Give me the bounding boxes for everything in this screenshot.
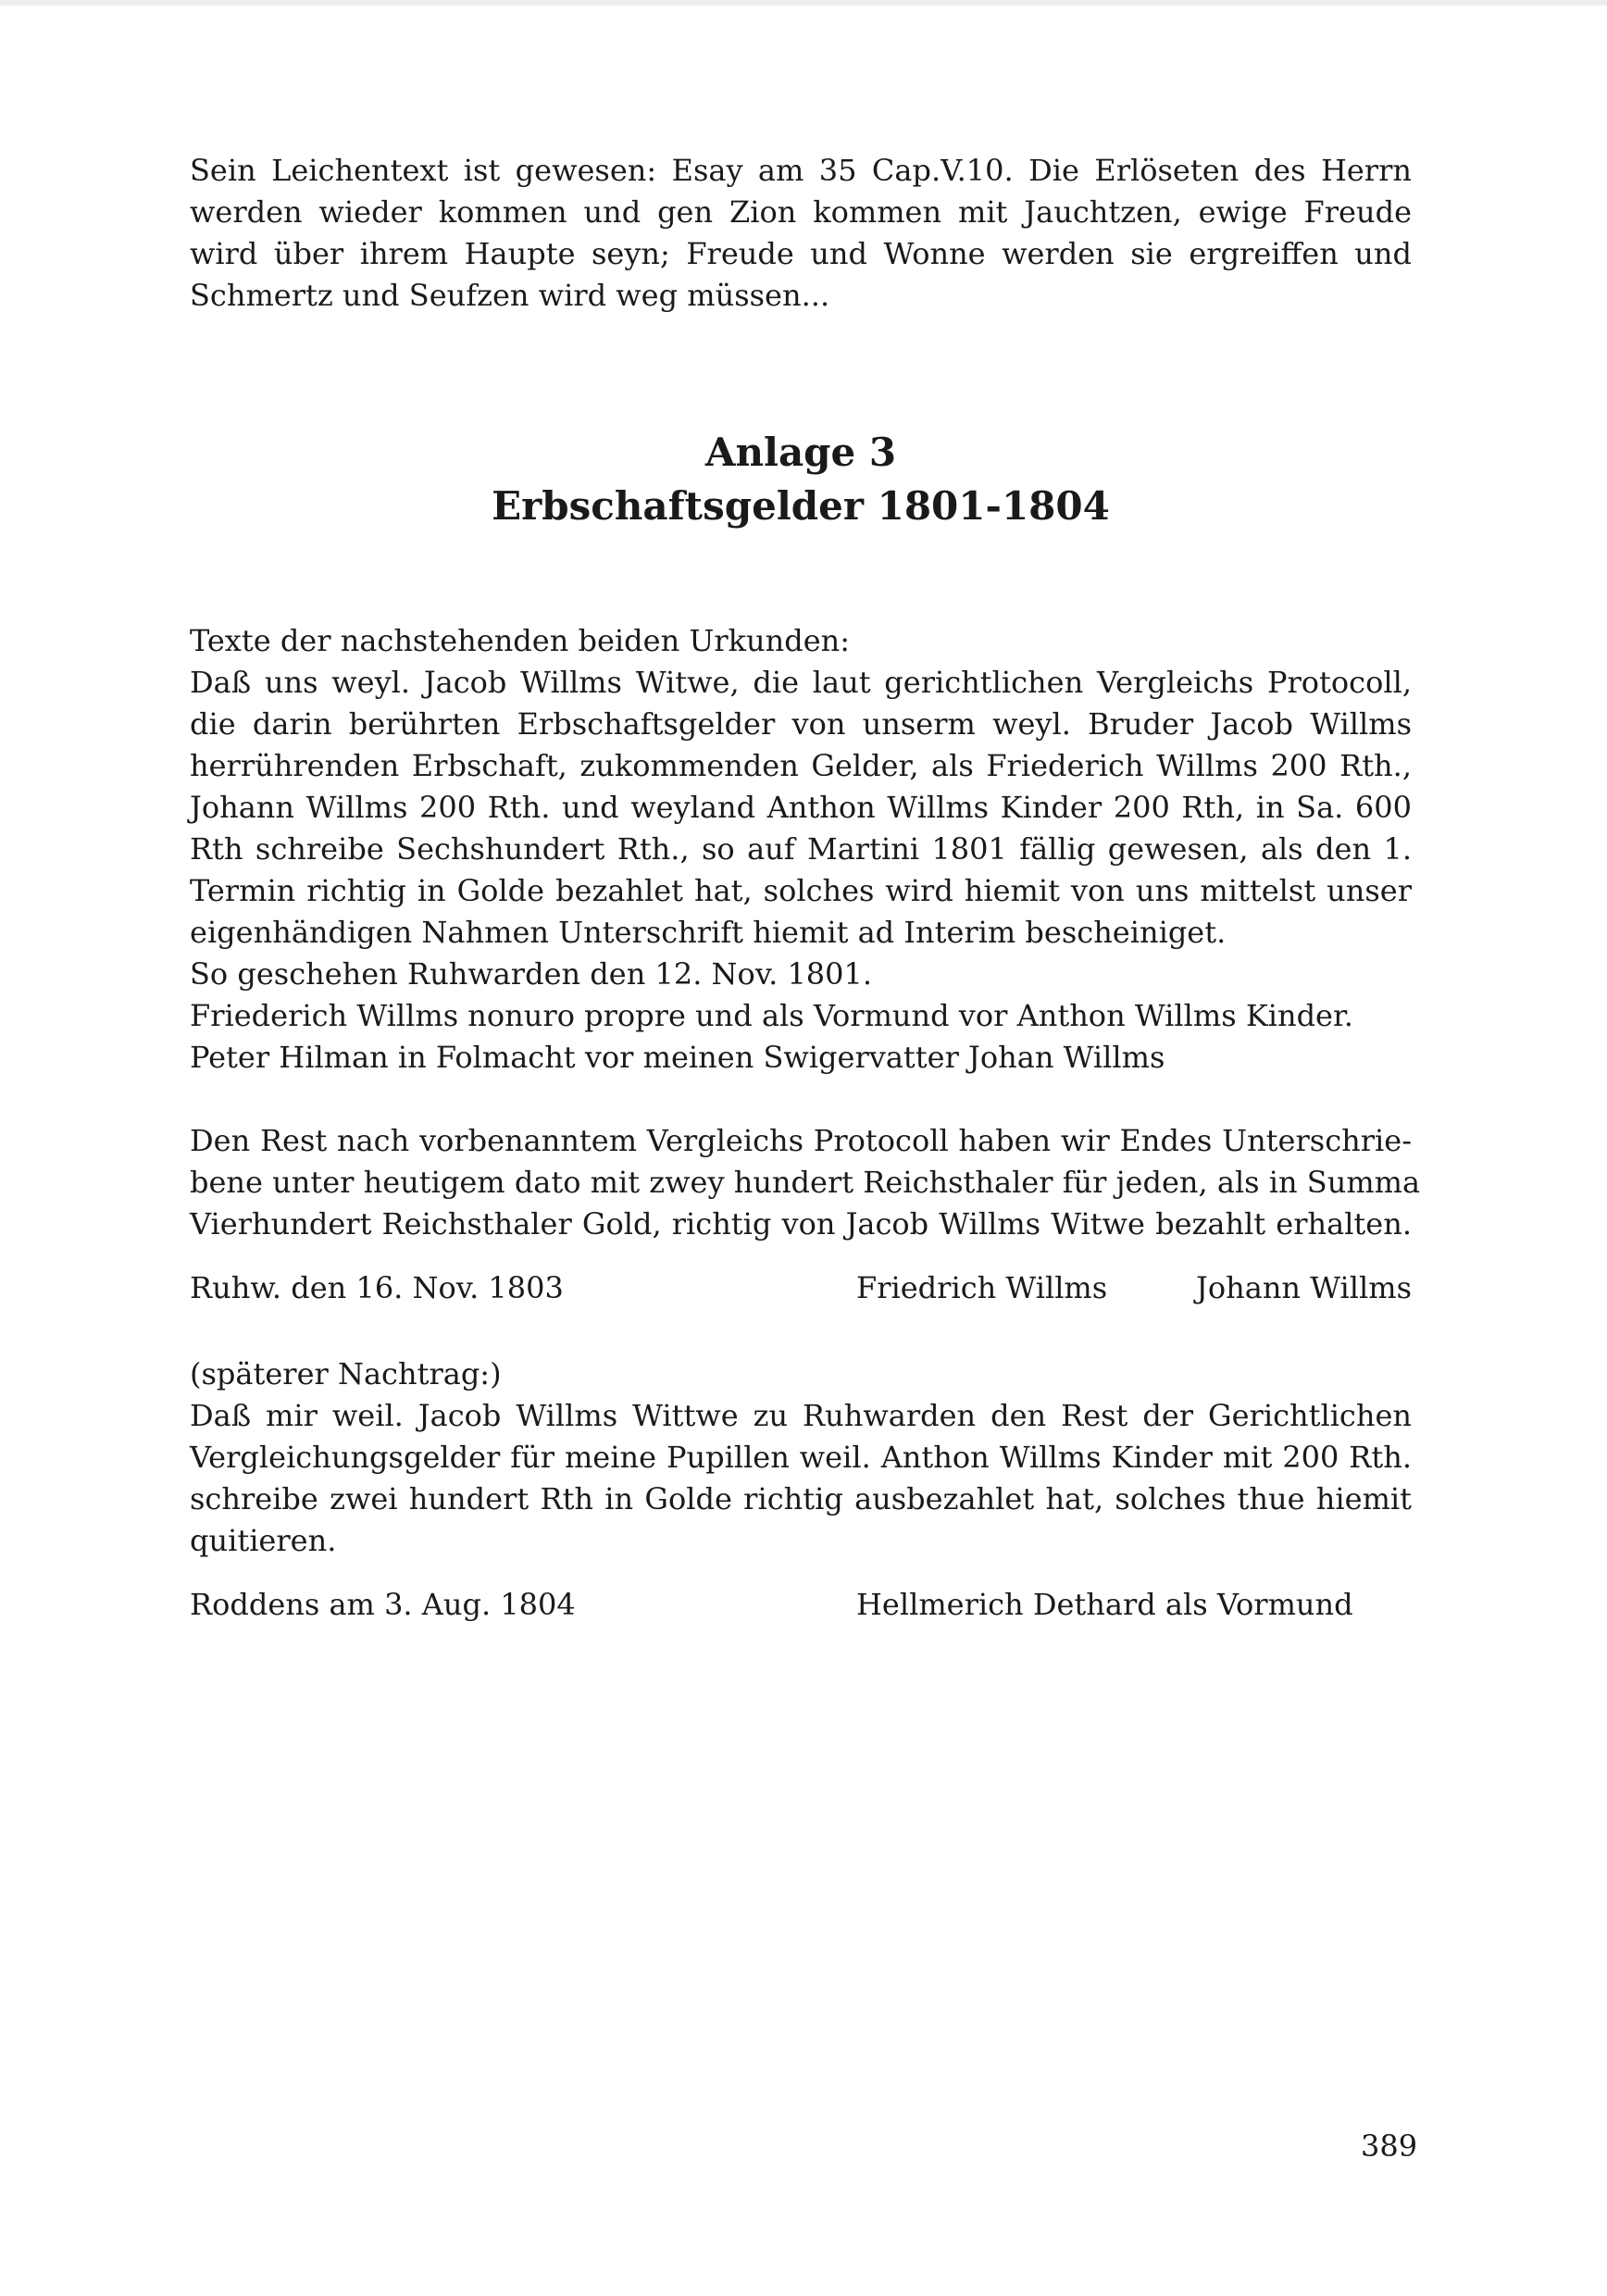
signature-name: Friedrich Willms <box>856 1270 1108 1305</box>
document-line: schreibe zwei hundert Rth in Golde richtig ausbezahlet hat, solches thue hiemit <box>190 1481 1412 1516</box>
document-two-paragraph <box>190 1120 1421 1245</box>
document-line: Johann Willms 200 Rth. und weyland Anthon Willms Kinder 200 Rth, in Sa. 600 <box>190 790 1412 825</box>
intro-line: Schmertz und Seufzen wird weg müssen... <box>190 278 830 313</box>
document-line: Den Rest nach vorbenanntem Vergleichs Protocoll haben wir Endes Unterschrie- <box>190 1123 1412 1158</box>
document-line: (späterer Nachtrag:) <box>190 1356 502 1391</box>
document-line: Termin richtig in Golde bezahlet hat, solches wird hiemit von uns mittelst unser <box>190 873 1412 908</box>
document-line: Vergleichungsgelder für meine Pupillen weil. Anthon Willms Kinder mit 200 Rth. <box>190 1440 1412 1475</box>
document-line: Rth schreibe Sechshundert Rth., so auf Martini 1801 fällig gewesen, als den 1. <box>190 831 1412 867</box>
signature-row-1803 <box>190 1267 1412 1309</box>
document-line: bene unter heutigem dato mit zwey hundert Reichsthaler für jeden, als in Summa <box>190 1165 1421 1200</box>
document-line: eigenhändigen Nahmen Unterschrift hiemit ad Interim bescheiniget. <box>190 915 1227 950</box>
appendix-subtitle: Erbschaftsgelder 1801-1804 <box>492 483 1110 529</box>
document-line: herrührenden Erbschaft, zukommenden Gelder, als Friederich Willms 200 Rth., <box>190 748 1412 783</box>
signature-name: Johann Willms <box>1196 1270 1412 1305</box>
intro-line: werden wieder kommen und gen Zion kommen mit Jauchtzen, ewige Freude <box>190 194 1412 230</box>
document-line: Texte der nachstehenden beiden Urkunden: <box>190 623 851 658</box>
document-line: die darin berührten Erbschaftsgelder von unserm weyl. Bruder Jacob Willms <box>190 706 1412 742</box>
document-line: So geschehen Ruhwarden den 12. Nov. 1801. <box>190 956 873 992</box>
page-number: 389 <box>1361 2128 1418 2164</box>
signature-row-1804 <box>190 1584 1412 1626</box>
document-line: Peter Hilman in Folmacht vor meinen Swigervatter Johan Willms <box>190 1040 1165 1075</box>
document-line: Daß mir weil. Jacob Willms Wittwe zu Ruhwarden den Rest der Gerichtlichen <box>190 1398 1412 1433</box>
document-three-paragraph <box>190 1354 1412 1562</box>
document-line: Vierhundert Reichsthaler Gold, richtig von Jacob Willms Witwe bezahlt erhalten. <box>190 1206 1412 1242</box>
document-line: Friederich Willms nonuro propre und als Vormund vor Anthon Willms Kinder. <box>190 998 1353 1033</box>
signature-place-date: Roddens am 3. Aug. 1804 <box>190 1587 576 1622</box>
signature-name: Hellmerich Dethard als Vormund <box>856 1587 1353 1622</box>
document-line: Daß uns weyl. Jacob Willms Witwe, die laut gerichtlichen Vergleichs Protocoll, <box>190 665 1412 700</box>
document-one-paragraph <box>190 620 1412 1079</box>
intro-line: wird über ihrem Haupte seyn; Freude und Wonne werden sie ergreiffen und <box>190 236 1412 271</box>
intro-line: Sein Leichentext ist gewesen: Esay am 35 Cap.V.10. Die Erlöseten des Herrn <box>190 153 1412 188</box>
intro-paragraph <box>190 150 1412 317</box>
appendix-title: Anlage 3 <box>704 430 897 475</box>
signature-place-date: Ruhw. den 16. Nov. 1803 <box>190 1270 564 1305</box>
page-top-edge <box>0 0 1607 6</box>
page-content <box>190 150 1421 1626</box>
document-line: quitieren. <box>190 1523 337 1558</box>
